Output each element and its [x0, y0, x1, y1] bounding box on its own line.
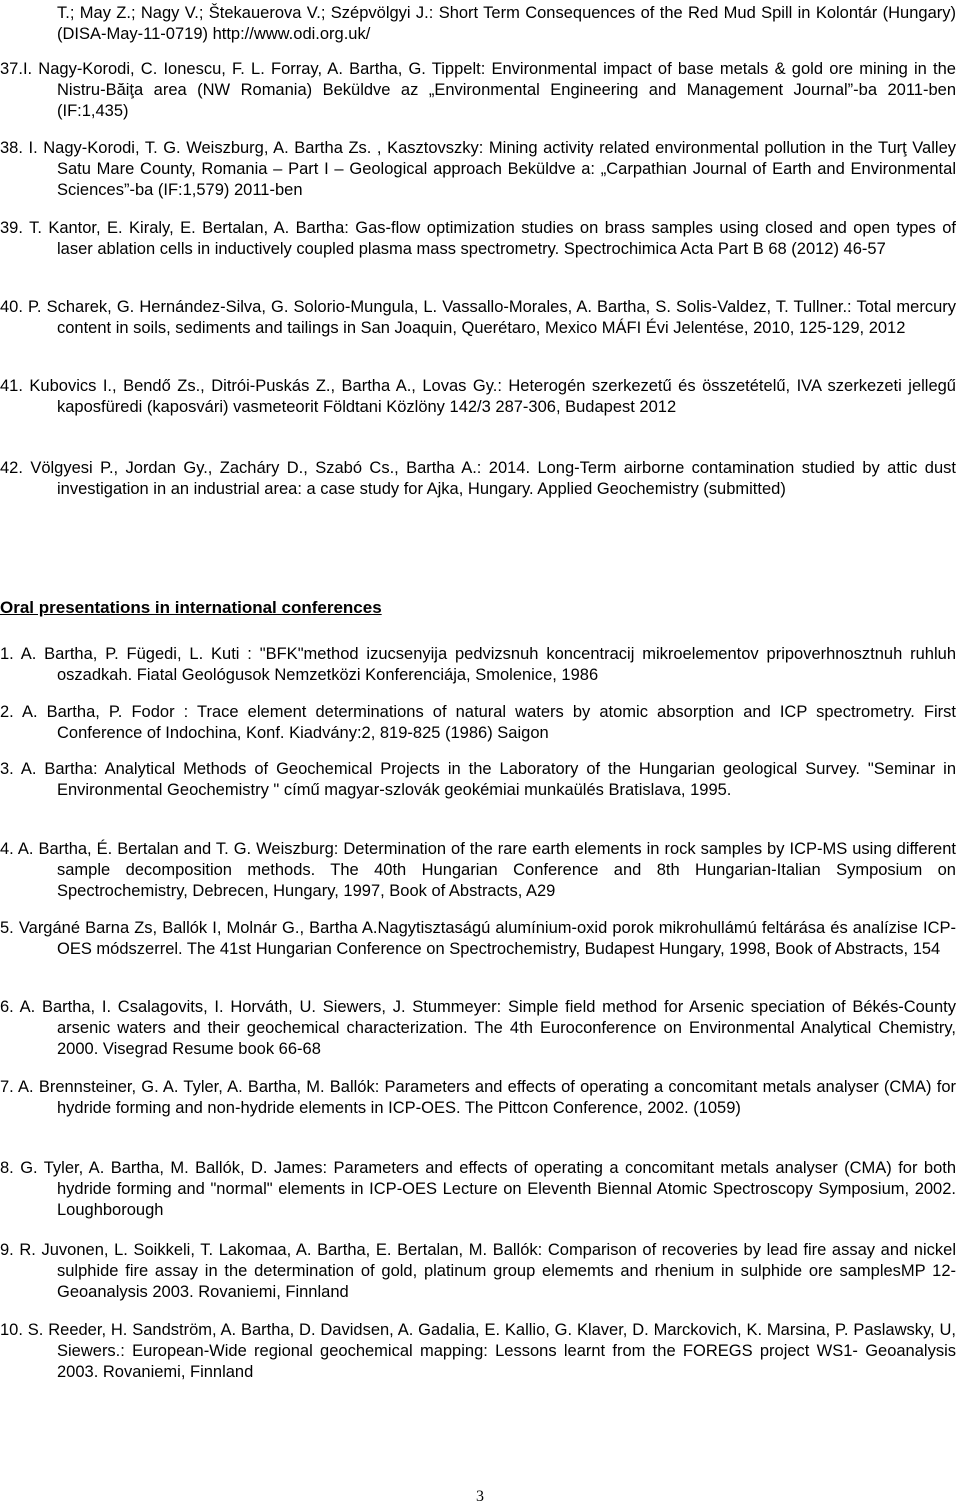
presentation-entry-3: 3. A. Bartha: Analytical Methods of Geochemical Projects in the Laboratory of the Hungarian geological Survey. "Seminar in Environmental Geochemistry " című magyar-szlovák geokémiai munkaülés Bratislava, 1995. — [0, 760, 956, 799]
presentation-entry-5: 5. Vargáné Barna Zs, Ballók I, Molnár G., Bartha A.Nagytisztaságú alumínium-oxid porok mikrohullámú feltárása és analízise ICP-OES módszerrel. The 41st Hungarian Conference on Spectrochemistry, Budapest Hungary, 1998, Book of Abstracts, 154 — [0, 919, 956, 958]
publication-entry-41: 41. Kubovics I., Bendő Zs., Ditrói-Puskás Z., Bartha A., Lovas Gy.: Heterogén szerkezetű és összetételű, IVA szerkezeti jellegű kaposfüredi (kaposvári) vasmeteorit Földtani Közlöny 142/3 287-306, Budapest 2012 — [0, 377, 956, 416]
publication-entry-39: 39. T. Kantor, E. Kiraly, E. Bertalan, A. Bartha: Gas-flow optimization studies on brass samples using closed and open types of laser ablation cells in inductively coupled plasma mass spectrometry. Spectrochimica Acta Part B 68 (2012) 46-57 — [0, 219, 956, 258]
section-heading: Oral presentations in international conferences — [0, 598, 382, 617]
publication-entry-38: 38. I. Nagy-Korodi, T. G. Weiszburg, A. Bartha Zs. , Kasztovszky: Mining activity related environmental pollution in the Turţ Valley Satu Mare County, Romania – Part I – Geological approach Beküldve a: „Carpathian Journal of Earth and Environmental Sciences”-ba (IF:1,579) 2011-ben — [0, 139, 956, 199]
presentation-entry-9: 9. R. Juvonen, L. Soikkeli, T. Lakomaa, A. Bartha, E. Bertalan, M. Ballók: Comparison of recoveries by lead fire assay and nickel sulphide fire assay in the determination of gold, platinum group elememts and rhenium in sulphide ore samplesMP 12- Geoanalysis 2003. Rovaniemi, Finnland — [0, 1241, 956, 1301]
continued-reference-entry: T.; May Z.; Nagy V.; Štekauerova V.; Szépvölgyi J.: Short Term Consequences of the Red Mud Spill in Kolontár (Hungary) (DISA-May-11-0719) http://www.odi.org.uk/ — [57, 4, 956, 43]
publication-entry-42: 42. Völgyesi P., Jordan Gy., Zacháry D., Szabó Cs., Bartha A.: 2014. Long-Term airborne contamination studied by attic dust investigation in an industrial area: a case study for Ajka, Hungary. Applied Geochemistry (submitted) — [0, 459, 956, 498]
page-number: 3 — [476, 1488, 484, 1505]
presentation-entry-10: 10. S. Reeder, H. Sandström, A. Bartha, D. Davidsen, A. Gadalia, E. Kallio, G. Klaver, D. Marckovich, K. Marsina, P. Paslawsky, U, Siewers.: European-Wide regional geochemical mapping: Lessons learnt from the FOREGS project WS1- Geoanalysis 2003. Rovaniemi, Finnland — [0, 1321, 956, 1381]
presentation-entry-2: 2. A. Bartha, P. Fodor : Trace element determinations of natural waters by atomic absorption and ICP spectrometry. First Conference of Indochina, Konf. Kiadvány:2, 819-825 (1986) Saigon — [0, 703, 956, 742]
presentation-entry-4: 4. A. Bartha, É. Bertalan and T. G. Weiszburg: Determination of the rare earth elements in rock samples by ICP-MS using different sample decomposition methods. The 40th Hungarian Conference and 8th Hungarian-Italian Symposium on Spectrochemistry, Debrecen, Hungary, 1997, Book of Abstracts, A29 — [0, 840, 956, 900]
publication-entry-37: 37.I. Nagy-Korodi, C. Ionescu, F. L. Forray, A. Bartha, G. Tippelt: Environmental impact of base metals & gold ore mining in the Nistru-Băiţa area (NW Romania) Beküldve az „Environmental Engineering and Management Journal”-ba 2011-ben (IF:1,435) — [0, 60, 956, 120]
presentation-entry-1: 1. A. Bartha, P. Fügedi, L. Kuti : "BFK"method izucsenyija pedvizsnuh koncentracij mikroelementov pripoverhnosztnuh ruhluh oszadkah. Fiatal Geológusok Nemzetközi Konferenciája, Smolenice, 1986 — [0, 645, 956, 684]
presentation-entry-7: 7. A. Brennsteiner, G. A. Tyler, A. Bartha, M. Ballók: Parameters and effects of operating a concomitant metals analyser (CMA) for hydride forming and non-hydride elements in ICP-OES. The Pittcon Conference, 2002. (1059) — [0, 1078, 956, 1117]
presentation-entry-8: 8. G. Tyler, A. Bartha, M. Ballók, D. James: Parameters and effects of operating a concomitant metals analyser (CMA) for both hydride forming and "normal" elements in ICP-OES Lecture on Eleventh Biennal Atomic Spectroscopy Symposium, 2002. Loughborough — [0, 1159, 956, 1219]
presentation-entry-6: 6. A. Bartha, I. Csalagovits, I. Horváth, U. Siewers, J. Stummeyer: Simple field method for Arsenic speciation of Békés-County arsenic waters and their geochemical characterization. The 4th Euroconference on Environmental Analytical Chemistry, 2000. Visegrad Resume book 66-68 — [0, 998, 956, 1058]
publication-entry-40: 40. P. Scharek, G. Hernández-Silva, G. Solorio-Mungula, L. Vassallo-Morales, A. Bartha, S. Solis-Valdez, T. Tullner.: Total mercury content in soils, sediments and tailings in San Joaquin, Querétaro, Mexico MÁFI Évi Jelentése, 2010, 125-129, 2012 — [0, 298, 956, 337]
